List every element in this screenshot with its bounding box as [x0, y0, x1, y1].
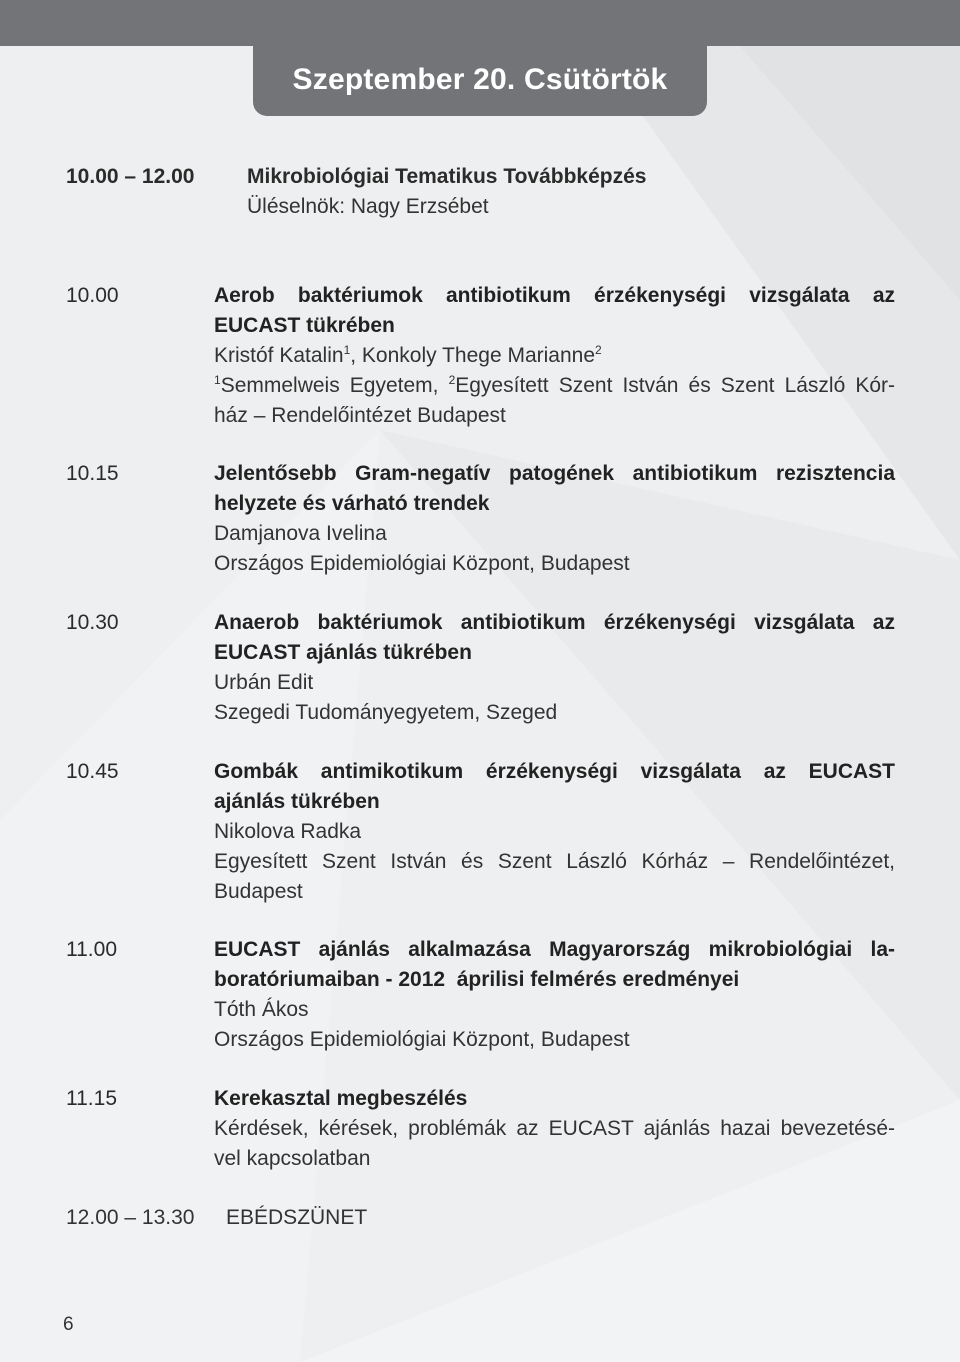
- talk-affiliation: Országos Epidemiológiai Központ, Budapest: [214, 1028, 630, 1051]
- day-title: Szeptember 20. Csütörtök: [292, 63, 668, 96]
- talk-title-line: EUCAST ajánlás alkalmazása Magyarország mikrobiológiai la-: [214, 938, 895, 961]
- talk-description: vel kapcsolatban: [214, 1147, 371, 1170]
- talk-entry: [214, 935, 895, 1055]
- talk-author: Damjanova Ivelina: [214, 522, 387, 545]
- talk-title-line: Jelentősebb Gram-negatív patogének antibiotikum rezisztencia: [214, 462, 895, 485]
- talk-time: 10.45: [66, 760, 119, 783]
- talk-title-line: Gombák antimikotikum érzékenységi vizsgálata az EUCAST: [214, 760, 895, 783]
- talk-authors: [214, 341, 895, 371]
- affiliation-mark: 1: [214, 373, 221, 387]
- talk-affiliation: Szegedi Tudományegyetem, Szeged: [214, 701, 558, 724]
- lunch-time: 12.00 – 13.30: [66, 1206, 195, 1229]
- session-chairs: Üléselnök: Nagy Erzsébet: [247, 195, 489, 218]
- talk-affiliation: ház – Rendelőintézet Budapest: [214, 404, 506, 427]
- talk-author: Tóth Ákos: [214, 998, 309, 1021]
- talk-author: Urbán Edit: [214, 671, 314, 694]
- talk-entry: [214, 281, 895, 431]
- author-affiliation-mark: 1: [343, 343, 351, 357]
- talk-entry: [214, 1084, 895, 1174]
- affiliation-text: Semmelweis Egyetem,: [220, 374, 449, 397]
- talk-entry: [214, 757, 895, 907]
- talk-title-line: helyzete és várható trendek: [214, 492, 490, 515]
- page-number: 6: [63, 1314, 74, 1335]
- talk-title-line: boratóriumaiban - 2012 áprilisi felmérés eredményei: [214, 968, 740, 991]
- talk-title-line: Kerekasztal megbeszélés: [214, 1087, 468, 1110]
- talk-title-line: Aerob baktériumok antibiotikum érzékenységi vizsgálata az: [214, 284, 895, 307]
- talk-title-line: EUCAST tükrében: [214, 314, 395, 337]
- talk-affiliation: Országos Epidemiológiai Központ, Budapest: [214, 552, 630, 575]
- talk-description: Kérdések, kérések, problémák az EUCAST ajánlás hazai bevezetésé-: [214, 1117, 895, 1140]
- talk-entry: [214, 608, 895, 728]
- talk-title-line: Anaerob baktériumok antibiotikum érzékenységi vizsgálata az: [214, 611, 895, 634]
- session-time: 10.00 – 12.00: [66, 165, 195, 188]
- author-name: Konkoly Thege Marianne: [361, 344, 596, 367]
- talk-entry: [214, 459, 895, 579]
- session-title: Mikrobiológiai Tematikus Továbbképzés: [247, 165, 647, 188]
- talk-time: 11.15: [66, 1087, 117, 1110]
- talk-title-line: EUCAST ajánlás tükrében: [214, 641, 472, 664]
- author-affiliation-mark: 2: [595, 343, 602, 357]
- talk-time: 10.15: [66, 462, 119, 485]
- lunch-label: EBÉDSZÜNET: [226, 1206, 368, 1229]
- talk-time: 10.00: [66, 284, 119, 307]
- talk-title-line: ajánlás tükrében: [214, 790, 380, 813]
- author-name: Kristóf Katalin: [214, 344, 344, 367]
- affiliation-text: Egyesített Szent István és Szent László Kór-: [455, 374, 896, 397]
- talk-time: 10.30: [66, 611, 119, 634]
- talk-affiliation: Egyesített Szent István és Szent László Kórház – Rendelőintézet,: [214, 850, 895, 873]
- talk-affiliation: [214, 371, 895, 401]
- talk-author: Nikolova Radka: [214, 820, 362, 843]
- author-separator: ,: [350, 344, 362, 367]
- affiliation-mark: 2: [448, 373, 456, 387]
- talk-affiliation: Budapest: [214, 880, 303, 903]
- talk-time: 11.00: [66, 938, 117, 961]
